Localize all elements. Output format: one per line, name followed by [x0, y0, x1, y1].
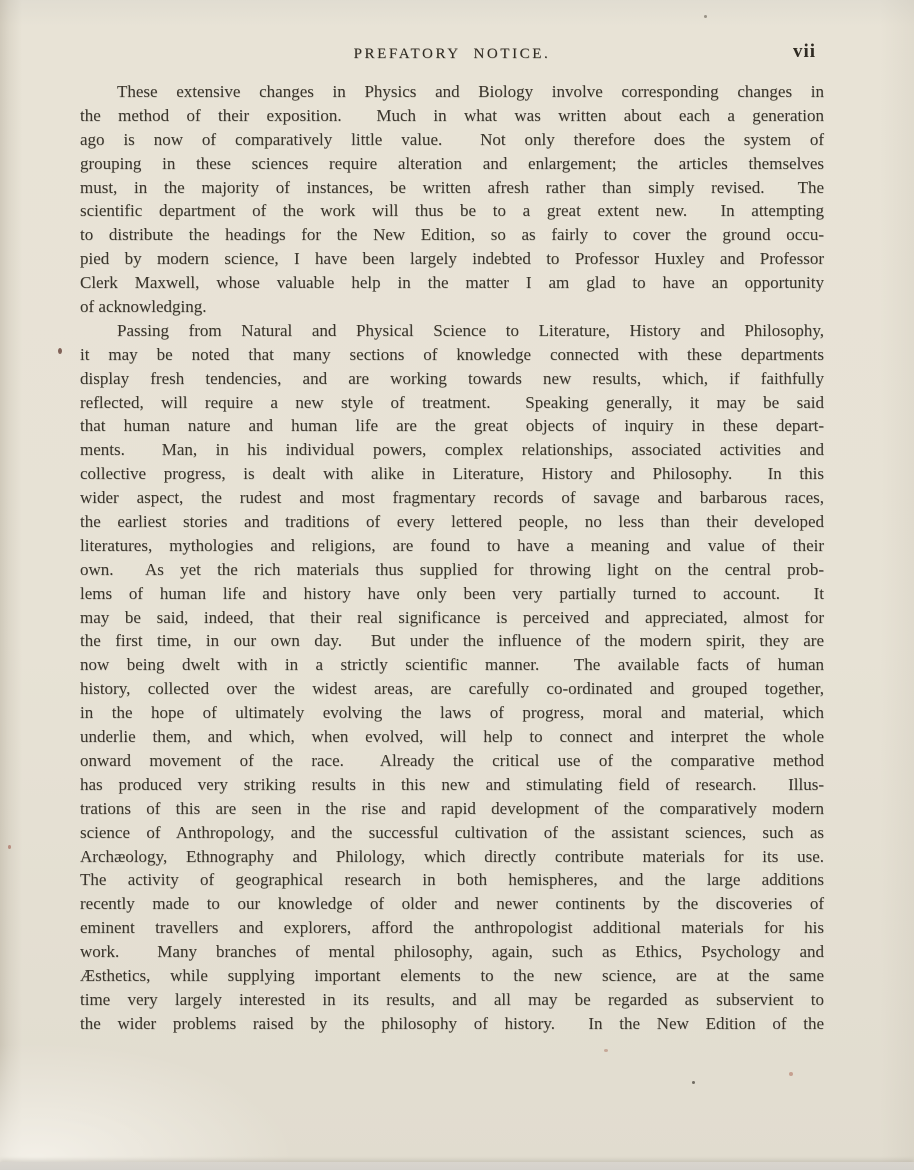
- text-line: trations of this are seen in the rise and rapid development of the comparatively modern: [80, 798, 824, 818]
- text-line: in the hope of ultimately evolving the laws of progress, moral and material, which: [80, 703, 824, 723]
- text-line: reflected, will require a new style of treatment. Speaking generally, it may be said: [80, 392, 824, 412]
- scan-speck: [789, 1072, 793, 1076]
- text-line: underlie them, and which, when evolved, will help to connect and interpret the whole: [80, 727, 824, 747]
- scan-speck: [704, 15, 707, 18]
- page-header: [80, 41, 824, 72]
- text-line: lems of human life and history have only been very partially turned to account. It: [80, 583, 824, 603]
- text-line: now being dwelt with in a strictly scientific manner. The available facts of human: [80, 655, 824, 675]
- page-body: [80, 80, 824, 1036]
- text-line: recently made to our knowledge of older and newer continents by the discoveries of: [80, 894, 824, 914]
- scan-speck: [692, 1081, 695, 1084]
- text-line: These extensive changes in Physics and Biology involve corresponding changes in: [117, 82, 824, 101]
- text-line: literatures, mythologies and religions, are found to have a meaning and value of their: [80, 535, 824, 555]
- text-line: collective progress, is dealt with alike in Literature, History and Philosophy. In this: [80, 464, 824, 484]
- text-line: the earliest stories and traditions of every lettered people, no less than their developed: [80, 512, 824, 532]
- text-line: the method of their exposition. Much in what was written about each a generation: [80, 105, 824, 125]
- text-line: The activity of geographical research in both hemispheres, and the large additions: [80, 870, 824, 890]
- text-line: Passing from Natural and Physical Science to Literature, History and Philosophy,: [117, 320, 824, 340]
- text-line: Clerk Maxwell, whose valuable help in the matter I am glad to have an opportunity: [80, 273, 824, 293]
- text-line: pied by modern science, I have been largely indebted to Professor Huxley and Professor: [80, 249, 824, 269]
- text-line: the wider problems raised by the philosophy of history. In the New Edition of the: [80, 1013, 824, 1033]
- text-line: ago is now of comparatively little value. Not only therefore does the system of: [80, 129, 824, 149]
- text-line: grouping in these sciences require alteration and enlargement; the articles themselves: [80, 153, 824, 173]
- text-line: time very largely interested in its results, and all may be regarded as subservient to: [80, 989, 824, 1009]
- scan-speck: [8, 845, 11, 849]
- scan-speck: [58, 348, 62, 354]
- running-title: PREFATORY NOTICE.: [353, 46, 551, 62]
- text-line: own. As yet the rich materials thus supplied for throwing light on the central prob-: [80, 559, 824, 579]
- text-line: must, in the majority of instances, be written afresh rather than simply revised. The: [80, 177, 824, 197]
- page-bottom-edge: [0, 1162, 914, 1170]
- text-line: onward movement of the race. Already the critical use of the comparative method: [80, 750, 824, 770]
- text-line: Archæology, Ethnography and Philology, which directly contribute materials for its use.: [80, 846, 824, 866]
- text-line: history, collected over the widest areas, are carefully co-ordinated and grouped together,: [80, 679, 824, 699]
- text-line: ments. Man, in his individual powers, complex relationships, associated activities and: [80, 440, 824, 460]
- text-line: display fresh tendencies, and are working towards new results, which, if faithfully: [80, 368, 824, 388]
- text-line: work. Many branches of mental philosophy, again, such as Ethics, Psychology and: [80, 942, 824, 962]
- page-number: vii: [792, 41, 816, 62]
- text-line: of acknowledging.: [80, 297, 207, 317]
- text-line: wider aspect, the rudest and most fragmentary records of savage and barbarous races,: [80, 488, 824, 508]
- text-line: it may be noted that many sections of knowledge connected with these departments: [80, 344, 824, 364]
- text-line: scientific department of the work will thus be to a great extent new. In attempting: [80, 201, 824, 221]
- scan-speck: [604, 1049, 608, 1052]
- text-line: the first time, in our own day. But under the influence of the modern spirit, they are: [80, 631, 824, 651]
- text-line: that human nature and human life are the great objects of inquiry in these depart-: [80, 416, 824, 436]
- text-line: may be said, indeed, that their real significance is perceived and appreciated, almost for: [80, 607, 824, 627]
- text-line: eminent travellers and explorers, afford the anthropologist additional materials for his: [80, 918, 824, 938]
- text-line: science of Anthropology, and the successful cultivation of the assistant sciences, such as: [80, 822, 824, 842]
- text-line: to distribute the headings for the New Edition, so as fairly to cover the ground occu-: [80, 225, 824, 245]
- text-line: has produced very striking results in this new and stimulating field of research. Illus-: [80, 774, 824, 794]
- text-line: Æsthetics, while supplying important elements to the new science, are at the same: [80, 965, 824, 985]
